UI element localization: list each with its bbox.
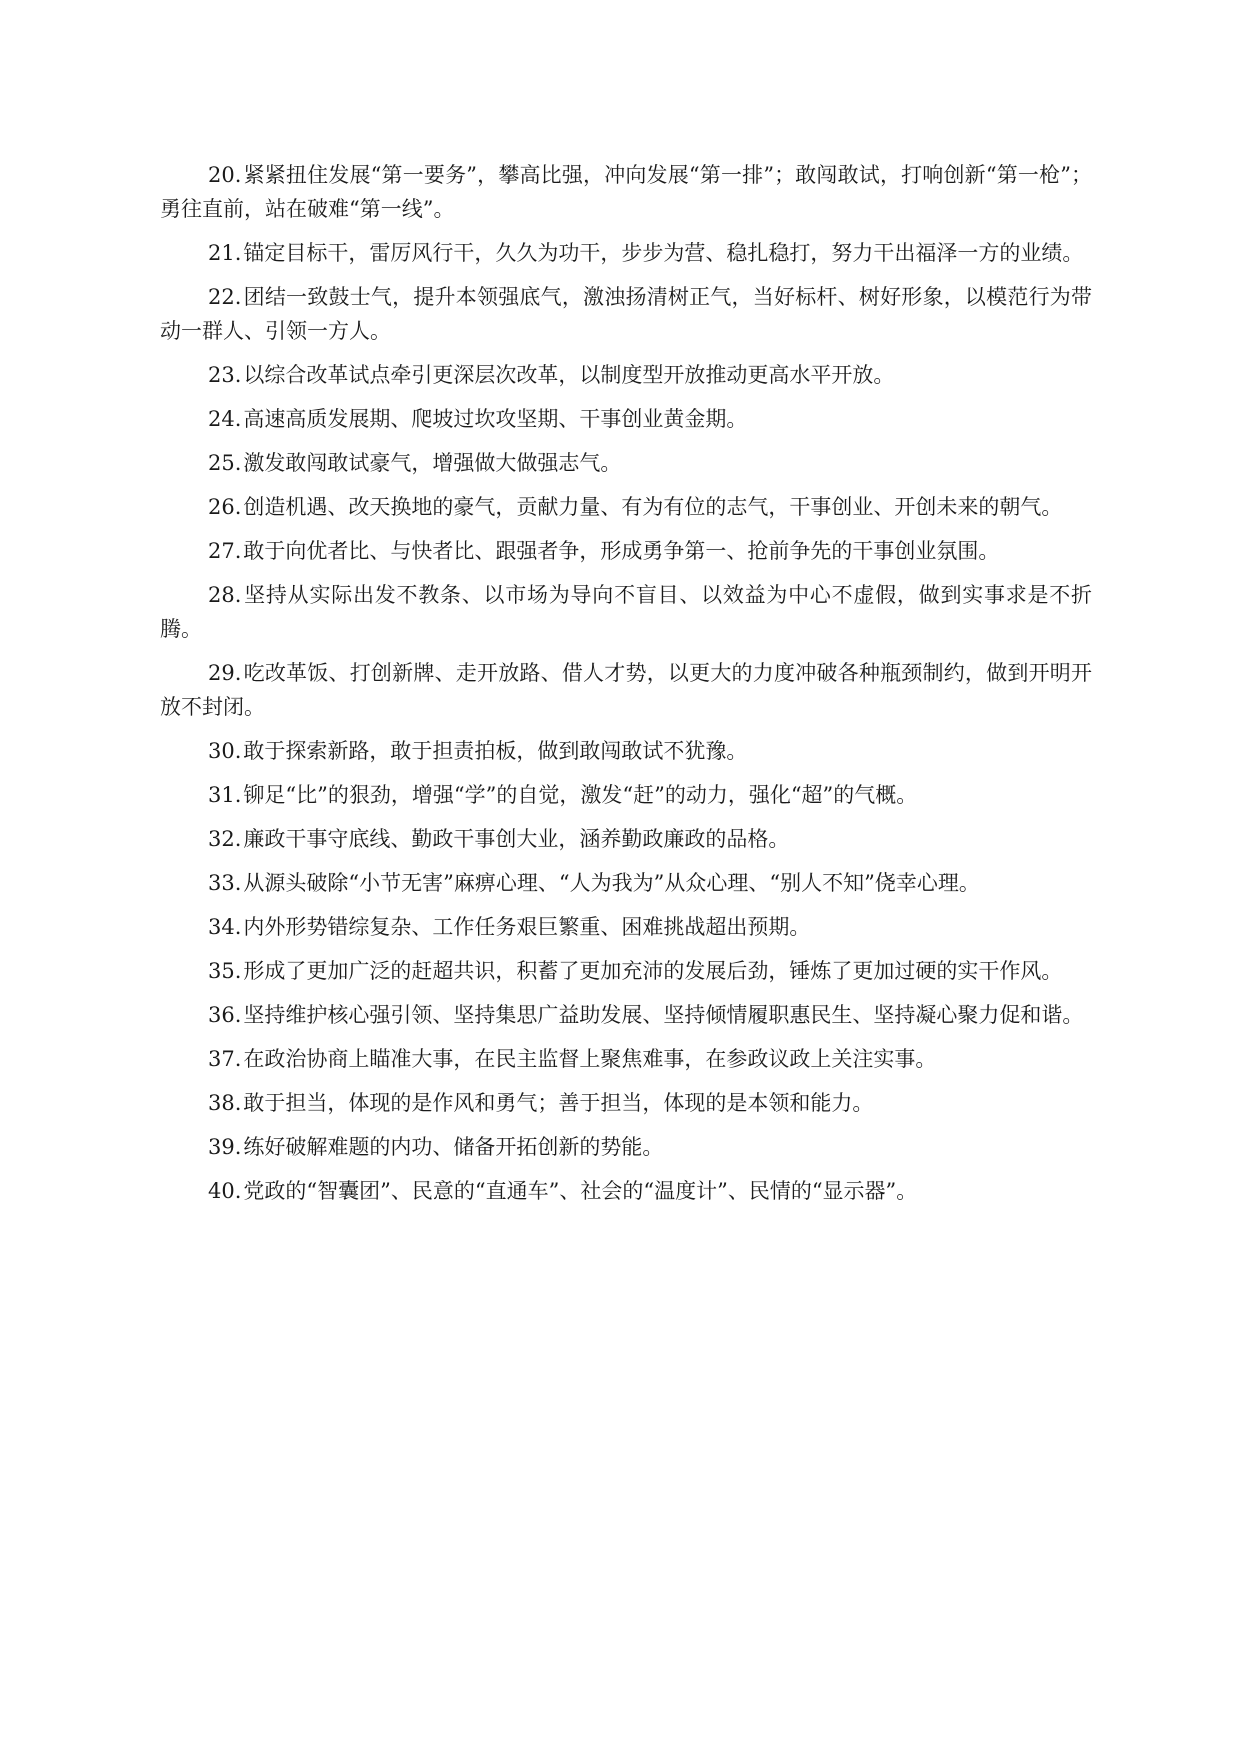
list-item xyxy=(160,1130,1092,1164)
item-text: 练好破解难题的内功、储备开拓创新的势能。 xyxy=(243,1135,664,1159)
item-number: 29. xyxy=(208,661,242,685)
item-text: 以综合改革试点牵引更深层次改革，以制度型开放推动更高水平开放。 xyxy=(243,363,895,387)
item-number: 35. xyxy=(208,959,242,983)
list-item xyxy=(160,866,1092,900)
item-text: 内外形势错综复杂、工作任务艰巨繁重、困难挑战超出预期。 xyxy=(243,915,811,939)
list-item xyxy=(160,1174,1092,1208)
item-number: 33. xyxy=(208,871,242,895)
list-item xyxy=(160,358,1092,392)
item-number: 24. xyxy=(208,407,242,431)
list-item xyxy=(160,158,1092,226)
item-text: 廉政干事守底线、勤政干事创大业，涵养勤政廉政的品格。 xyxy=(243,827,790,851)
item-number: 27. xyxy=(208,539,242,563)
list-item xyxy=(160,578,1092,646)
item-number: 28. xyxy=(208,583,242,607)
item-text: 创造机遇、改天换地的豪气，贡献力量、有为有位的志气，干事创业、开创未来的朝气。 xyxy=(243,495,1063,519)
item-number: 23. xyxy=(208,363,242,387)
list-item xyxy=(160,534,1092,568)
item-number: 22. xyxy=(208,285,242,309)
item-number: 21. xyxy=(208,241,242,265)
list-item xyxy=(160,236,1092,270)
list-item xyxy=(160,822,1092,856)
list-item xyxy=(160,910,1092,944)
list-item xyxy=(160,954,1092,988)
item-text: 党政的“智囊团”、民意的“直通车”、社会的“温度计”、民情的“显示器”。 xyxy=(243,1179,918,1203)
item-number: 38. xyxy=(208,1091,242,1115)
list-item xyxy=(160,402,1092,436)
item-text: 坚持维护核心强引领、坚持集思广益助发展、坚持倾情履职惠民生、坚持凝心聚力促和谐。 xyxy=(243,1003,1084,1027)
item-text: 敢于向优者比、与快者比、跟强者争，形成勇争第一、抢前争先的干事创业氛围。 xyxy=(243,539,1000,563)
list-item xyxy=(160,490,1092,524)
item-number: 30. xyxy=(208,739,242,763)
list-item xyxy=(160,734,1092,768)
item-text: 形成了更加广泛的赶超共识，积蓄了更加充沛的发展后劲，锤炼了更加过硬的实干作风。 xyxy=(243,959,1063,983)
item-text: 从源头破除“小节无害”麻痹心理、“人为我为”从众心理、“别人不知”侥幸心理。 xyxy=(243,871,980,895)
item-text: 铆足“比”的狠劲，增强“学”的自觉，激发“赶”的动力，强化“超”的气概。 xyxy=(243,783,918,807)
item-text: 锚定目标干，雷厉风行干，久久为功干，步步为营、稳扎稳打，努力干出福泽一方的业绩。 xyxy=(243,241,1084,265)
list-item xyxy=(160,778,1092,812)
item-text: 吃改革饭、打创新牌、走开放路、借人才势，以更大的力度冲破各种瓶颈制约，做到开明开放不封闭。 xyxy=(160,661,1092,719)
item-text: 高速高质发展期、爬坡过坎攻坚期、干事创业黄金期。 xyxy=(243,407,748,431)
list-item xyxy=(160,280,1092,348)
item-text: 紧紧扭住发展“第一要务”，攀高比强，冲向发展“第一排”；敢闯敢试，打响创新“第一枪”；勇往直前，站在破难“第一线”。 xyxy=(160,163,1092,221)
item-number: 26. xyxy=(208,495,242,519)
item-text: 激发敢闯敢试豪气，增强做大做强志气。 xyxy=(243,451,622,475)
item-number: 25. xyxy=(208,451,242,475)
list-item xyxy=(160,998,1092,1032)
item-text: 敢于探索新路，敢于担责拍板，做到敢闯敢试不犹豫。 xyxy=(243,739,748,763)
list-item xyxy=(160,1042,1092,1076)
item-number: 40. xyxy=(208,1179,242,1203)
list-item xyxy=(160,656,1092,724)
item-number: 37. xyxy=(208,1047,242,1071)
item-number: 31. xyxy=(208,783,242,807)
item-number: 34. xyxy=(208,915,242,939)
list-item xyxy=(160,1086,1092,1120)
item-text: 坚持从实际出发不教条、以市场为导向不盲目、以效益为中心不虚假，做到实事求是不折腾。 xyxy=(160,583,1092,641)
item-text: 团结一致鼓士气，提升本领强底气，激浊扬清树正气，当好标杆、树好形象，以模范行为带动一群人、引领一方人。 xyxy=(160,285,1092,343)
item-number: 36. xyxy=(208,1003,242,1027)
list-item xyxy=(160,446,1092,480)
item-number: 39. xyxy=(208,1135,242,1159)
item-text: 在政治协商上瞄准大事，在民主监督上聚焦难事，在参政议政上关注实事。 xyxy=(243,1047,937,1071)
item-number: 32. xyxy=(208,827,242,851)
item-number: 20. xyxy=(208,163,242,187)
document-page xyxy=(160,158,1092,1218)
item-text: 敢于担当，体现的是作风和勇气；善于担当，体现的是本领和能力。 xyxy=(243,1091,874,1115)
